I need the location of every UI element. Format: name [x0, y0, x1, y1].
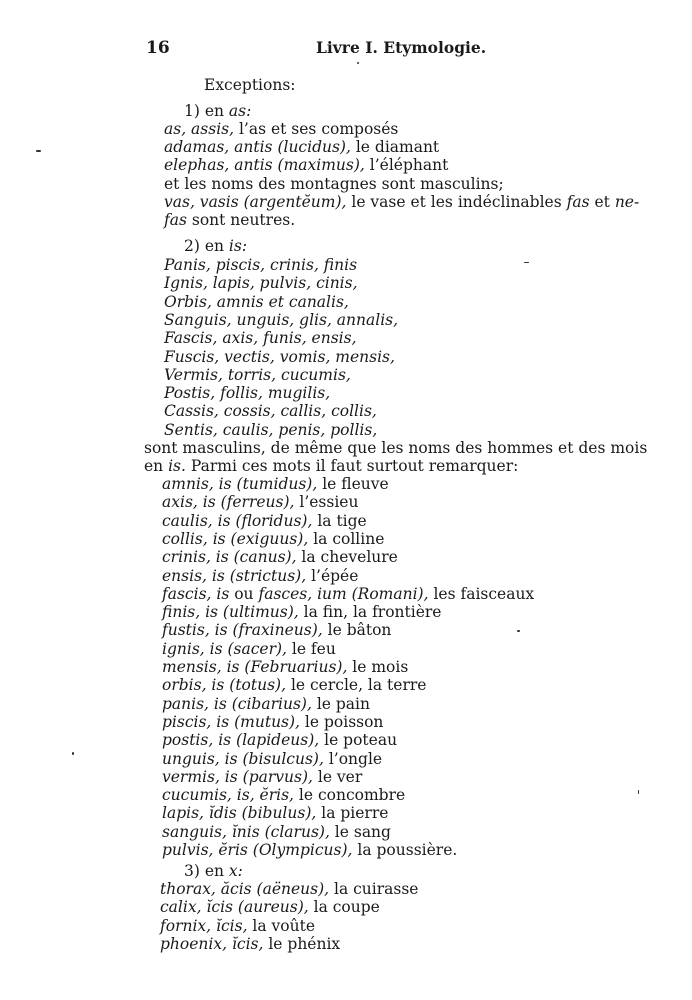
verse-line: Postis, follis, mugilis,: [164, 384, 331, 403]
french-text: le sang: [329, 822, 391, 841]
heading-term: x:: [228, 862, 243, 880]
heading-term: as:: [228, 102, 252, 120]
latin-term: axis, is (ferreus),: [162, 493, 295, 512]
french-text: le ver: [312, 767, 363, 786]
french-text: le fleuve: [317, 475, 389, 493]
french-text: la pierre: [316, 804, 389, 823]
french-text: Parmi ces mots il faut surtout remarquer:: [185, 457, 519, 475]
latin-term: fornix, ĭcis,: [160, 916, 248, 935]
list-item: [162, 493, 358, 511]
french-text: et les noms des montagnes sont masculins;: [164, 174, 504, 193]
french-text: l’essieu: [294, 493, 359, 512]
scan-speck: [357, 62, 359, 64]
latin-term: pulvis, ĕris (Olympicus),: [162, 841, 353, 859]
french-text: l’as et ses composés: [234, 120, 399, 138]
list-item: [160, 880, 418, 898]
page-number: 16: [146, 38, 170, 58]
list-item: [162, 804, 388, 822]
french-text: le vase et les indéclinables: [346, 192, 567, 211]
verse-line: Vermis, torris, cucumis,: [164, 365, 351, 384]
french-text: la coupe: [308, 898, 380, 917]
french-text: l’ongle: [323, 749, 383, 768]
verse-line: Panis, piscis, crinis, finis: [164, 256, 358, 274]
latin-term: fas: [566, 192, 590, 211]
french-text: la voûte: [247, 916, 316, 935]
latin-term: adamas, antis (lucidus),: [164, 138, 351, 157]
latin-term: ignis, is (sacer),: [162, 639, 287, 658]
french-text: le bâton: [322, 621, 392, 640]
latin-term: fas: [164, 211, 187, 229]
latin-term: panis, is (cibarius),: [162, 694, 312, 713]
latin-term: collis, is (exiguus),: [162, 529, 309, 548]
scan-speck: [36, 150, 41, 152]
list-item: [162, 658, 408, 676]
heading-term: is:: [228, 237, 248, 255]
latin-term: vermis, is (parvus),: [162, 767, 313, 786]
list-item: [162, 713, 383, 731]
french-text: sont neutres.: [186, 211, 296, 229]
latin-term: piscis, is (mutus),: [162, 712, 300, 731]
scan-speck: [72, 752, 74, 755]
paragraph-line: [144, 457, 518, 475]
french-text: la chevelure: [296, 548, 398, 567]
french-text: la tige: [312, 511, 367, 530]
list-item: [162, 475, 389, 493]
heading-prefix: 1) en: [184, 102, 229, 120]
french-text: la cuirasse: [329, 880, 419, 898]
list-item: [160, 898, 380, 916]
list-item: [162, 567, 358, 585]
latin-term: vas, vasis (argentĕum),: [164, 192, 347, 211]
french-text: l’épée: [306, 566, 359, 585]
entry-line: [164, 138, 439, 156]
entry-line: [164, 193, 639, 211]
section-title: Exceptions:: [204, 76, 296, 94]
french-text: ou: [229, 584, 259, 603]
latin-term: finis, is (ultimus),: [162, 603, 299, 622]
latin-term: caulis, is (floridus),: [162, 511, 313, 530]
list-item: [162, 750, 382, 768]
running-title: Livre I. Etymologie.: [316, 38, 487, 57]
latin-term: fascis, is: [162, 584, 230, 603]
entry-line: [164, 120, 398, 138]
list-item: [162, 530, 384, 548]
list-item: [162, 695, 370, 713]
french-text: les faisceaux: [428, 584, 535, 603]
list-item: [160, 917, 315, 935]
french-text: et: [589, 192, 615, 211]
entry-line: [164, 175, 504, 193]
list-item: [162, 585, 534, 603]
latin-term: postis, is (lapideus),: [162, 731, 320, 750]
verse-line: Cassis, cossis, callis, collis,: [164, 402, 377, 421]
scan-speck: [638, 790, 639, 794]
french-text: le cercle, la terre: [286, 676, 427, 695]
entry-line: [164, 211, 295, 229]
french-text: sont masculins, de même que les noms des hommes et des mois: [144, 439, 648, 457]
heading-prefix: 2) en: [184, 237, 229, 255]
list-item: [162, 768, 362, 786]
list-item: [160, 935, 340, 953]
list-item: [162, 640, 336, 658]
latin-term: cucumis, is, ĕris,: [162, 786, 294, 805]
list-item: [162, 676, 426, 694]
latin-term: as, assis,: [164, 120, 235, 138]
latin-term: calix, ĭcis (aureus),: [160, 898, 309, 917]
verse-line: Fuscis, vectis, vomis, mensis,: [164, 347, 395, 366]
subsection-heading-x: [184, 862, 243, 880]
french-text: la fin, la frontière: [298, 603, 442, 622]
latin-term: is.: [168, 457, 186, 475]
list-item: [162, 786, 405, 804]
list-item: [162, 841, 457, 859]
latin-term: phoenix, ĭcis,: [160, 934, 264, 953]
entry-line: [164, 156, 448, 174]
french-text: le feu: [286, 639, 336, 658]
latin-term: fustis, is (fraxineus),: [162, 621, 323, 640]
latin-term: orbis, is (totus),: [162, 676, 287, 695]
latin-term: sanguis, ĭnis (clarus),: [162, 822, 330, 841]
french-text: le concombre: [293, 786, 406, 805]
verse-line: Orbis, amnis et canalis,: [164, 292, 349, 311]
list-item: [162, 621, 391, 639]
list-item: [162, 512, 367, 530]
latin-term: lapis, ĭdis (bibulus),: [162, 804, 317, 823]
french-text: le diamant: [350, 138, 440, 157]
latin-term: thorax, ăcis (aëneus),: [160, 880, 330, 898]
french-text: la colline: [308, 529, 385, 548]
scan-speck: [524, 262, 529, 263]
latin-term: ensis, is (strictus),: [162, 566, 307, 585]
verse-line: Fascis, axis, funis, ensis,: [164, 329, 357, 348]
french-text: l’éléphant: [364, 156, 449, 175]
french-text: le mois: [347, 658, 409, 676]
latin-term: fasces, ium (Romani),: [258, 584, 429, 603]
list-item: [162, 823, 391, 841]
french-text: le poteau: [319, 731, 398, 750]
verse-line: Ignis, lapis, pulvis, cinis,: [164, 274, 358, 293]
latin-term: mensis, is (Februarius),: [162, 658, 348, 676]
paragraph-line: [144, 439, 647, 457]
verse-line: Sentis, caulis, penis, pollis,: [164, 420, 378, 439]
verse-line: Sanguis, unguis, glis, annalis,: [164, 310, 399, 329]
subsection-heading-is: [184, 237, 247, 255]
latin-term: ne-: [614, 192, 640, 211]
subsection-heading-as: [184, 102, 251, 120]
french-text: en: [144, 457, 169, 475]
french-text: le phénix: [263, 934, 341, 953]
latin-term: crinis, is (canus),: [162, 548, 297, 567]
french-text: la poussière.: [352, 841, 458, 859]
list-item: [162, 731, 397, 749]
latin-term: amnis, is (tumidus),: [162, 475, 318, 493]
french-text: le pain: [311, 694, 370, 713]
latin-term: unguis, is (bisulcus),: [162, 749, 324, 768]
list-item: [162, 603, 441, 621]
latin-term: elephas, antis (maximus),: [164, 156, 365, 175]
scan-speck: [517, 630, 520, 632]
french-text: le poisson: [300, 712, 384, 731]
list-item: [162, 548, 398, 566]
heading-prefix: 3) en: [184, 862, 229, 880]
